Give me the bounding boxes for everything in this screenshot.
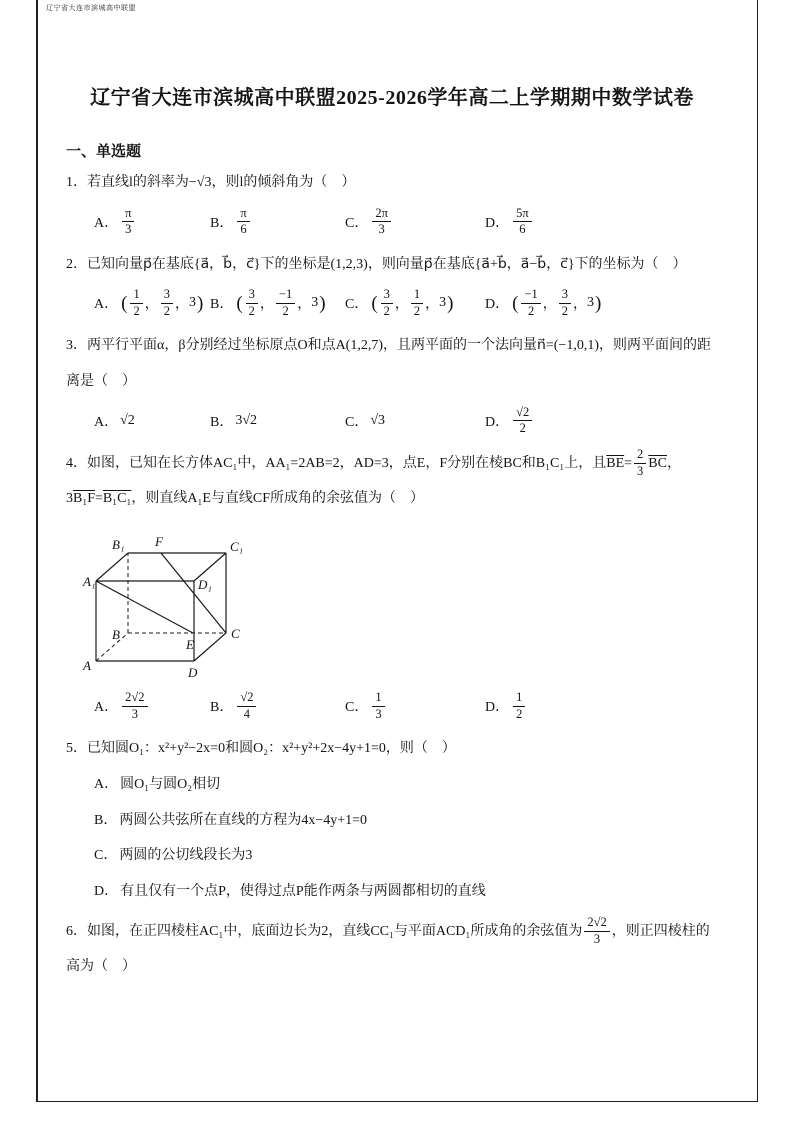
fraction-numerator: 2 (634, 447, 646, 464)
fraction-numerator: −1 (276, 287, 295, 304)
fraction-numerator: 3 (161, 287, 173, 304)
vertex-label-d1: D₁ (198, 577, 212, 593)
question-2-options (94, 282, 718, 324)
fraction-denominator: 3 (593, 931, 601, 946)
option-label: D． (485, 700, 510, 716)
q4-option-b (210, 690, 345, 722)
option-label: C． (94, 848, 118, 864)
question-1-options (94, 201, 718, 243)
open-paren: ( (512, 292, 519, 314)
q4-option-d (485, 690, 718, 722)
exam-title: 辽宁省大连市滨城高中联盟2025-2026学年高二上学期期中数学试卷 (90, 87, 694, 109)
fraction (122, 690, 147, 722)
separator: ， (542, 297, 557, 313)
vertex-label-e: E (186, 637, 194, 653)
q2-option-a (94, 287, 210, 319)
option-label: A． (94, 297, 119, 313)
q1-option-b (210, 206, 345, 238)
fraction-denominator: 6 (240, 222, 247, 237)
question-1-block (66, 165, 718, 243)
question-5-block (66, 731, 718, 909)
vertex-label-f: F (155, 534, 163, 550)
equals-sign: = (95, 491, 103, 507)
question-2-stem: 2．已知向量p⃗在基底{a⃗，b⃗，c⃗}下的坐标是(1,2,3)，则向量p⃗在基底{a⃗+b⃗，a⃗−b⃗，c⃗}下的坐标为（ ） (66, 256, 687, 272)
fraction-denominator: 3 (375, 706, 382, 721)
coordinate-value: 3 (587, 295, 595, 311)
separator: ， (573, 297, 588, 313)
coordinate-value: 3 (439, 295, 447, 311)
question-3-stem: 3．两平行平面α，β分别经过坐标原点O和点A(1,2,7)，且两平面的一个法向量n⃗=(−1,0,1)，则两平面间的距离是（ ） (66, 338, 711, 390)
option-label: A． (94, 776, 119, 792)
question-5-options (66, 767, 718, 910)
close-paren: ) (595, 292, 602, 314)
vertex-label-d: D (188, 665, 198, 681)
separator: ， (394, 297, 409, 313)
q2-option-d (485, 287, 718, 319)
option-label: B． (210, 414, 234, 430)
fraction-numerator: π (122, 206, 134, 223)
vertex-label-c1: C₁ (230, 539, 244, 555)
fraction-denominator: 6 (519, 222, 526, 237)
diagonal-a1e (96, 581, 193, 633)
fraction-numerator: 3 (246, 287, 258, 304)
fraction-denominator: 2 (516, 706, 523, 721)
q3-option-d (485, 405, 718, 437)
fraction-numerator: 2√2 (122, 690, 147, 707)
stem-text: 4．如图，已知在长方体AC₁中，AA₁=2AB=2，AD=3，点E，F分别在棱BC和B₁C₁上，且 (66, 455, 607, 471)
option-label: D． (485, 414, 510, 430)
q3-option-b (210, 411, 345, 431)
question-6-block (66, 914, 718, 985)
coordinate-value: 3 (188, 295, 196, 311)
question-6-stem (66, 914, 718, 985)
fraction-numerator: 2√2 (584, 915, 609, 932)
open-paren: ( (121, 292, 128, 314)
fraction (246, 287, 258, 319)
fraction-denominator: 2 (413, 303, 421, 318)
q3-option-a (94, 411, 210, 431)
fraction-denominator: 2 (163, 303, 170, 318)
fraction-numerator: 1 (130, 287, 142, 304)
fraction-denominator: 3 (637, 464, 644, 479)
q1-option-a (94, 206, 210, 238)
cuboid-figure (82, 529, 268, 683)
open-paren: ( (371, 292, 378, 314)
option-label: D． (485, 297, 510, 313)
q4-option-a (94, 690, 210, 722)
fraction (634, 447, 646, 479)
option-label: B． (210, 700, 234, 716)
option-label: C． (345, 215, 369, 231)
fraction-numerator: 1 (513, 690, 525, 707)
fraction-denominator: 2 (248, 303, 255, 318)
fraction (237, 206, 249, 238)
fraction-denominator: 4 (243, 706, 251, 721)
fraction-numerator: 1 (411, 287, 423, 304)
option-label: B． (210, 297, 234, 313)
fraction (559, 287, 571, 319)
vertex-label-b: B (112, 627, 120, 643)
fraction-denominator: 2 (282, 303, 289, 318)
q2-option-b (210, 287, 345, 319)
stem-text: 6．如图，在正四棱柱AC₁中，底面边长为2，直线CC₁与平面ACD₁所成角的余弦值为 (66, 923, 583, 939)
stem-text: ，3 (66, 455, 681, 507)
question-3-block (66, 328, 718, 441)
question-4-stem (66, 446, 718, 517)
fraction-denominator: 3 (125, 222, 132, 237)
fraction-numerator: 3 (381, 287, 393, 304)
fraction-numerator: π (237, 206, 249, 223)
option-label: B． (210, 215, 234, 231)
q1-option-c (345, 206, 485, 238)
fraction-numerator: 1 (372, 690, 384, 707)
fraction (161, 287, 173, 319)
fraction (584, 915, 609, 947)
vector-b1f: B₁F (73, 491, 96, 507)
q5-option-b (94, 803, 718, 839)
stem-text: ，则正四棱柱的高为（ ） (66, 923, 710, 975)
fraction-denominator: 2 (383, 303, 390, 318)
fraction-numerator: −1 (521, 287, 540, 304)
option-text: 两圆的公切线段长为3 (119, 848, 253, 864)
close-paren: ) (319, 292, 326, 314)
fraction-numerator: 3 (559, 287, 571, 304)
fraction-denominator: 2 (561, 303, 569, 318)
vertex-label-a1: A₁ (83, 574, 96, 590)
question-2-block (66, 247, 718, 325)
fraction-denominator: 3 (131, 706, 138, 721)
option-label: C． (345, 414, 369, 430)
equals-sign: = (624, 455, 633, 471)
separator: ， (425, 297, 440, 313)
fraction (276, 287, 295, 319)
fraction-numerator: √2 (237, 690, 256, 707)
fraction-numerator: √2 (513, 405, 532, 422)
vector-bc: $\overline{BC}$ (648, 455, 667, 471)
fraction (381, 287, 393, 319)
option-label: A． (94, 700, 119, 716)
option-label: C． (345, 700, 369, 716)
option-label: C． (345, 297, 369, 313)
close-paren: ) (196, 292, 204, 314)
question-4-options (94, 685, 718, 727)
option-text: 两圆公共弦所在直线的方程为4x−4y+1=0 (119, 812, 368, 828)
option-label: A． (94, 215, 119, 231)
fraction (372, 690, 384, 722)
fraction (122, 206, 134, 238)
question-4-block (66, 446, 718, 727)
q2-option-c (345, 287, 485, 319)
option-text: 有且仅有一个点P，使得过点P能作两条与两圆都相切的直线 (120, 883, 486, 899)
q5-option-a (94, 767, 718, 803)
stem-text: ，则直线A₁E与直线CF所成角的余弦值为（ ） (131, 491, 425, 507)
fraction-denominator: 3 (378, 222, 385, 237)
separator: ， (144, 297, 159, 313)
fraction (237, 690, 256, 722)
vertex-label-c: C (231, 626, 240, 642)
separator: ， (174, 297, 189, 313)
q1-option-d (485, 206, 718, 238)
question-3-options (94, 400, 718, 442)
fraction-numerator: 2π (372, 206, 391, 223)
vector-be: $\overline{BE}$ (606, 455, 625, 471)
option-value: 3√2 (235, 412, 258, 428)
coordinate-value: 3 (311, 295, 319, 311)
fraction (513, 206, 532, 238)
fraction-denominator: 2 (527, 303, 535, 318)
q5-option-c (94, 838, 718, 874)
option-label: B． (94, 812, 118, 828)
fraction (513, 690, 525, 722)
q5-option-d (94, 874, 718, 910)
fraction-denominator: 2 (133, 303, 140, 318)
separator: ， (259, 297, 274, 313)
question-1-stem: 1．若直线l的斜率为−√3，则l的倾斜角为（ ） (66, 175, 356, 190)
vertex-label-b1: B₁ (112, 537, 125, 553)
fraction (411, 287, 423, 319)
vertex-label-a: A (83, 658, 91, 674)
option-label: D． (94, 883, 119, 899)
fraction (521, 287, 540, 319)
option-text: 圆O₁与圆O₂相切 (120, 776, 221, 792)
q3-option-c (345, 411, 485, 431)
page-content (66, 0, 718, 985)
fraction (130, 287, 142, 319)
fraction-denominator: 2 (519, 421, 526, 436)
fraction-numerator: 5π (513, 206, 532, 223)
hidden-edges (96, 553, 226, 661)
option-value: √3 (370, 412, 386, 428)
question-5-stem: 5．已知圆O₁：x²+y²−2x=0和圆O₂：x²+y²+2x−4y+1=0，则（ ） (66, 741, 456, 757)
vector-b1c1: B₁C₁ (102, 491, 132, 507)
open-paren: ( (236, 292, 243, 314)
tiny-page-header: 辽宁省大连市滨城高中联盟 (46, 4, 136, 12)
fraction (372, 206, 391, 238)
close-paren: ) (447, 292, 454, 314)
separator: ， (297, 297, 312, 313)
section-heading-single-choice: 一、单选题 (66, 144, 142, 160)
q4-option-c (345, 690, 485, 722)
fraction (513, 405, 532, 437)
solid-edges (96, 553, 226, 661)
option-value: √2 (120, 412, 135, 428)
option-label: D． (485, 215, 510, 231)
option-label: A． (94, 414, 119, 430)
